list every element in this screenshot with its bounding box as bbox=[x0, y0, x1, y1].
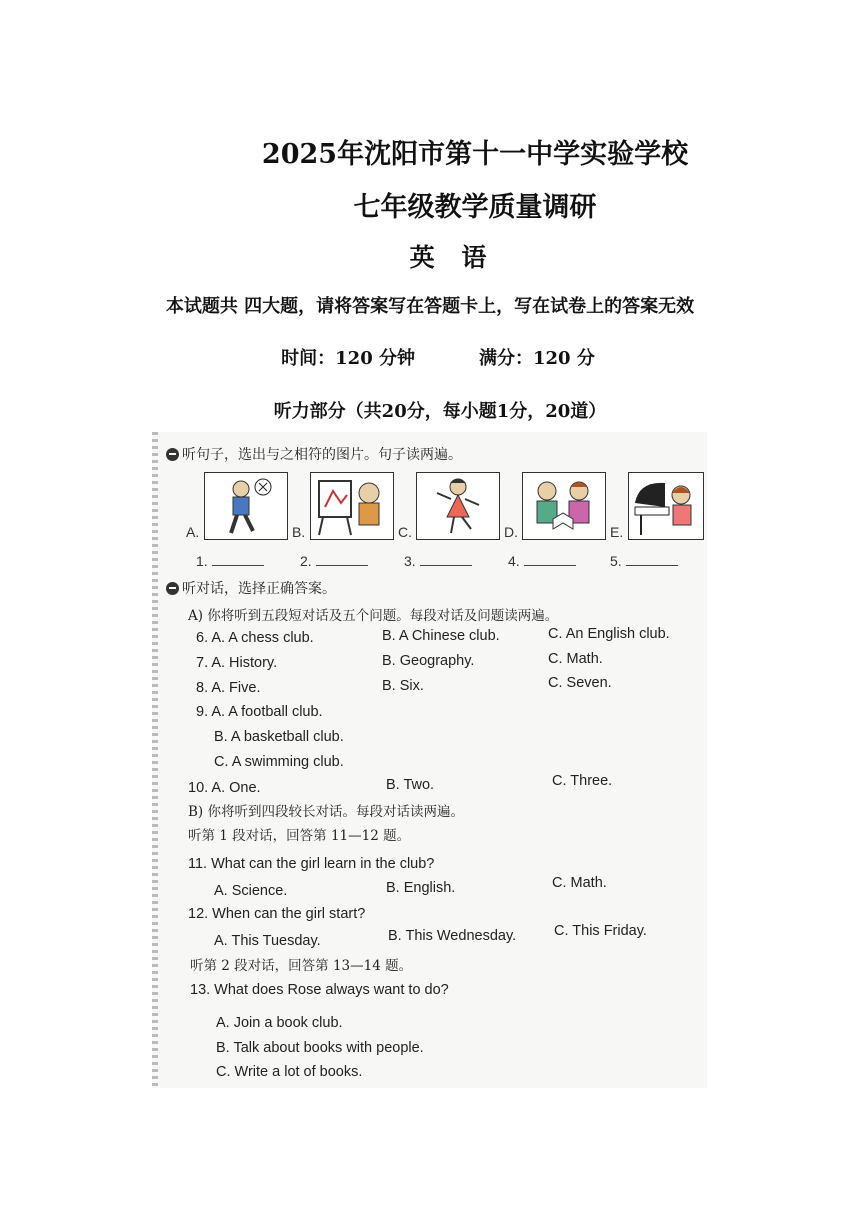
scanned-exam-page bbox=[152, 432, 707, 1088]
question-10-option-b: B. Two. bbox=[386, 777, 435, 793]
question-6-option-c: C. An English club. bbox=[548, 626, 670, 642]
question-12-option-c: C. This Friday. bbox=[554, 923, 647, 939]
question-13-stem: 13. What does Rose always want to do? bbox=[190, 982, 449, 998]
answer-blank-1: 1. bbox=[196, 553, 264, 569]
picture-label-b: B. bbox=[292, 524, 306, 540]
question-10-option-c: C. Three. bbox=[552, 773, 613, 789]
binding-edge bbox=[152, 432, 158, 1088]
part1-instruction: 听句子，选出与之相符的图片。句子读两遍。 bbox=[182, 447, 462, 463]
question-7-option-a: 7. A. History. bbox=[196, 655, 278, 671]
question-11-option-b: B. English. bbox=[386, 880, 456, 896]
question-13-option-b: B. Talk about books with people. bbox=[216, 1040, 424, 1056]
question-11-option-a: A. Science. bbox=[214, 883, 288, 899]
dialogue-1-instruction: 听第 1 段对话，回答第 11—12 题。 bbox=[188, 828, 411, 844]
part2-instruction: 听对话，选择正确答案。 bbox=[182, 581, 336, 597]
answer-blank-3: 3. bbox=[404, 553, 472, 569]
picture-label-e: E. bbox=[610, 524, 624, 540]
answer-blank-5: 5. bbox=[610, 553, 678, 569]
answer-blank-2: 2. bbox=[300, 553, 368, 569]
section-badge-icon bbox=[166, 582, 179, 595]
question-13-option-a: A. Join a book club. bbox=[216, 1015, 343, 1031]
exam-instructions: 本试题共 四大题，请将答案写在答题卡上，写在试卷上的答案无效 bbox=[165, 296, 695, 317]
picture-label-a: A. bbox=[186, 524, 200, 540]
part1-heading bbox=[166, 444, 462, 464]
question-11-stem: 11. What can the girl learn in the club? bbox=[188, 856, 435, 872]
exam-title-line2: 七年级教学质量调研 bbox=[353, 192, 597, 223]
exam-time: 时间：120 分钟 bbox=[281, 348, 415, 369]
question-12-stem: 12. When can the girl start? bbox=[188, 906, 366, 922]
section-badge-icon bbox=[166, 448, 179, 461]
section-b-instruction: B) 你将听到四段较长对话。每段对话读两遍。 bbox=[188, 804, 464, 820]
question-6-option-a: 6. A. A chess club. bbox=[196, 630, 314, 646]
question-7-option-b: B. Geography. bbox=[382, 653, 475, 669]
question-8-option-c: C. Seven. bbox=[548, 675, 612, 691]
question-7-option-c: C. Math. bbox=[548, 651, 603, 667]
picture-label-d: D. bbox=[504, 524, 518, 540]
question-6-option-b: B. A Chinese club. bbox=[382, 628, 500, 644]
section-a-instruction: A) 你将听到五段短对话及五个问题。每段对话及问题读两遍。 bbox=[188, 608, 559, 624]
listening-section-title: 听力部分（共20分，每小题1分，20道） bbox=[273, 401, 607, 422]
picture-d-kids-reading bbox=[522, 472, 606, 540]
picture-e-girl-piano bbox=[628, 472, 704, 540]
question-10-option-a: 10. A. One. bbox=[188, 780, 261, 796]
picture-label-c: C. bbox=[398, 524, 412, 540]
question-12-option-b: B. This Wednesday. bbox=[388, 928, 517, 944]
question-13-option-c: C. Write a lot of books. bbox=[216, 1064, 363, 1080]
question-8-option-a: 8. A. Five. bbox=[196, 680, 261, 696]
question-9-option-c: C. A swimming club. bbox=[214, 754, 344, 770]
question-9-option-a: 9. A. A football club. bbox=[196, 704, 323, 720]
exam-full-score: 满分：120 分 bbox=[479, 348, 595, 369]
question-11-option-c: C. Math. bbox=[552, 875, 607, 891]
exam-time-score bbox=[0, 344, 860, 370]
picture-b-boy-painting bbox=[310, 472, 394, 540]
question-8-option-b: B. Six. bbox=[382, 678, 424, 694]
picture-a-boy-soccer bbox=[204, 472, 288, 540]
picture-c-girl-dancing bbox=[416, 472, 500, 540]
question-12-option-a: A. This Tuesday. bbox=[214, 933, 321, 949]
answer-blank-4: 4. bbox=[508, 553, 576, 569]
question-9-option-b: B. A basketball club. bbox=[214, 729, 344, 745]
exam-subject: 英 语 bbox=[409, 243, 487, 272]
part2-heading bbox=[166, 578, 336, 598]
dialogue-2-instruction: 听第 2 段对话，回答第 13—14 题。 bbox=[190, 958, 413, 974]
exam-title-line1: 2025年沈阳市第十一中学实验学校 bbox=[261, 139, 689, 170]
